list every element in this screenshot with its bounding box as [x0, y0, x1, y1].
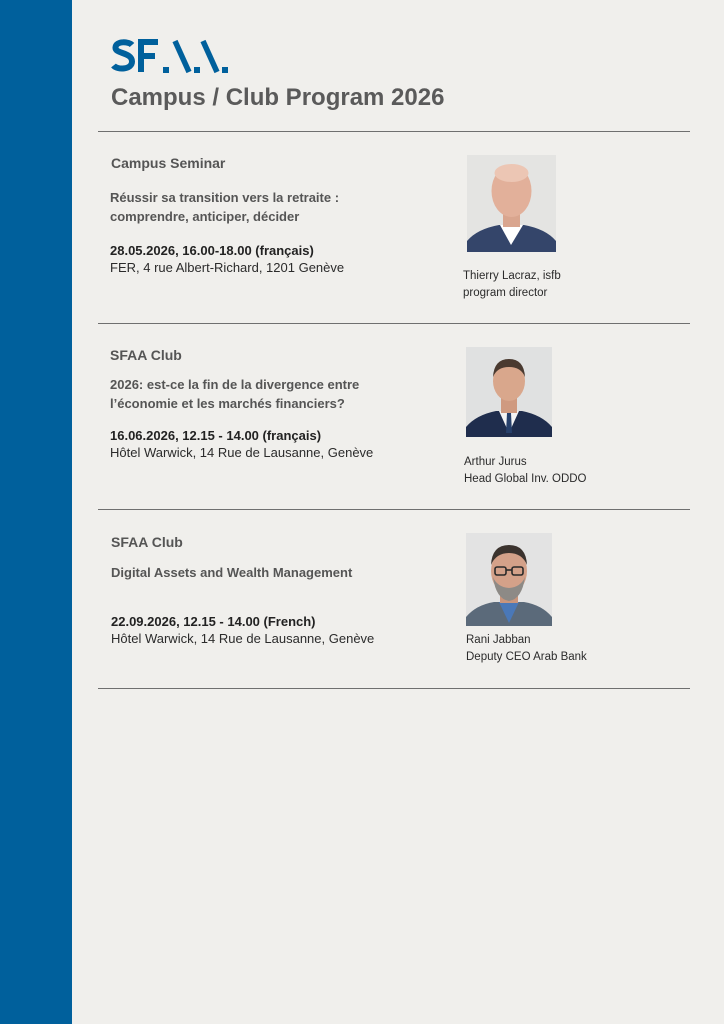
page-title: Campus / Club Program 2026 [111, 84, 445, 111]
event-heading: SFAA Club [111, 534, 183, 550]
speaker-photo [466, 347, 552, 437]
left-sidebar-band [0, 0, 72, 1024]
speaker-name: Arthur Jurus [464, 456, 527, 468]
event-topic-line: Réussir sa transition vers la retraite : [110, 190, 340, 205]
event-topic-line: comprendre, anticiper, décider [110, 209, 300, 224]
speaker-role: Head Global Inv. ODDO [464, 473, 587, 485]
event-topic-line: Digital Assets and Wealth Management [111, 565, 353, 580]
speaker-photo [466, 533, 552, 626]
speaker-role: Deputy CEO Arab Bank [466, 651, 587, 663]
speaker-role: program director [463, 287, 548, 299]
event-topic-line: 2026: est-ce la fin de la divergence entre [110, 377, 360, 392]
event-venue: FER, 4 rue Albert-Richard, 1201 Genève [110, 260, 345, 275]
event-heading: Campus Seminar [111, 155, 226, 171]
divider [98, 509, 690, 510]
event-topic-line: l’économie et les marchés financiers? [110, 396, 345, 411]
event-venue: Hôtel Warwick, 14 Rue de Lausanne, Genève [111, 631, 375, 646]
event-venue: Hôtel Warwick, 14 Rue de Lausanne, Genève [110, 445, 374, 460]
speaker-name: Thierry Lacraz, isfb [463, 270, 561, 282]
sfaa-logo [111, 37, 229, 75]
divider [98, 688, 690, 689]
divider [98, 323, 690, 324]
event-date: 16.06.2026, 12.15 - 14.00 (français) [110, 428, 322, 443]
divider [98, 131, 690, 132]
event-date: 22.09.2026, 12.15 - 14.00 (French) [111, 614, 316, 629]
event-date: 28.05.2026, 16.00-18.00 (français) [110, 243, 314, 258]
event-heading: SFAA Club [110, 347, 182, 363]
speaker-name: Rani Jabban [466, 634, 531, 646]
speaker-photo [467, 155, 556, 252]
